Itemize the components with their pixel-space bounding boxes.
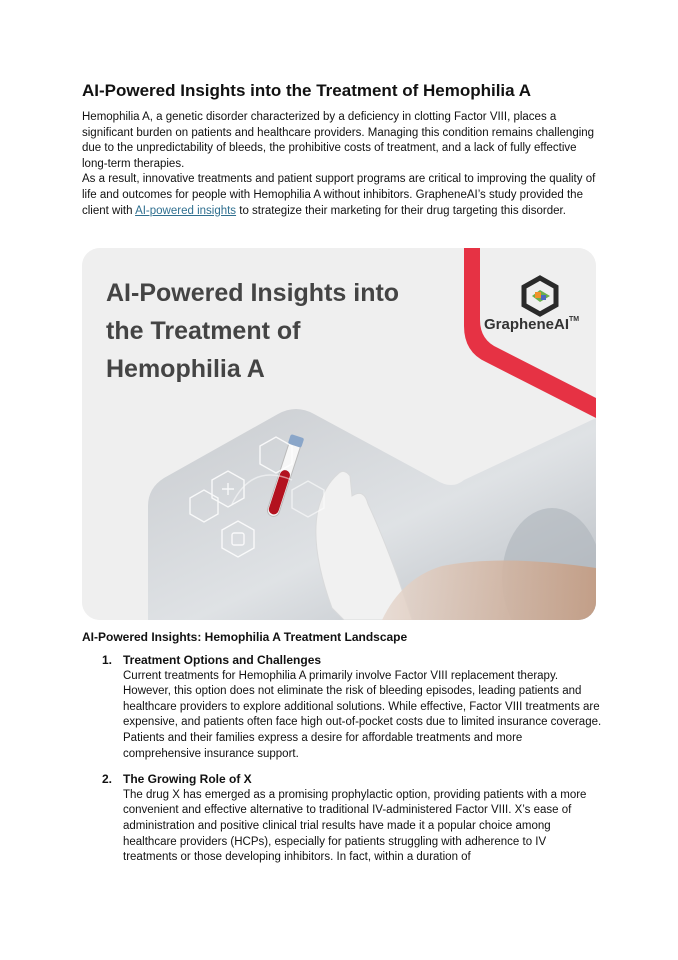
page-title: AI-Powered Insights into the Treatment of Hemophilia A xyxy=(82,81,531,100)
intro-paragraph-2 xyxy=(82,172,602,219)
hero-title-line-2: the Treatment of xyxy=(106,317,301,345)
intro-text-after-link: to strategize their marketing for their drug targeting this disorder. xyxy=(236,204,566,217)
list-item-number: 2. xyxy=(102,772,113,787)
brand-trademark: TM xyxy=(569,316,580,323)
list-item-title: Treatment Options and Challenges xyxy=(123,653,322,667)
list-item xyxy=(82,772,602,866)
list-item-text: Current treatments for Hemophilia A primarily involve Factor VIII replacement therapy. However, this option does not eliminate the risk of bleeding episodes, leading patients and healthcare providers to explore additional solutions. While effective, Factor VIII treatments are expensive, and patients often face high out-of-pocket costs due to limited insurance coverage. Patients and their families express a desire for affordable treatments and more comprehensive insurance support. xyxy=(123,669,602,760)
ai-powered-insights-link[interactable]: AI-powered insights xyxy=(135,204,237,217)
brand-logotype xyxy=(484,316,579,333)
hero-title-line-3: Hemophilia A xyxy=(106,355,265,383)
brand-name: GrapheneAI xyxy=(484,316,570,333)
intro-text-before-link: As a result, innovative treatments and patient support programs are critical to improving the quality of life and outcomes for people with Hemophilia A without inhibitors. GrapheneAI’s study provided the client with xyxy=(82,173,596,217)
list-item xyxy=(82,653,602,762)
hero-title xyxy=(106,274,466,388)
hero-image xyxy=(82,248,596,620)
intro-paragraph-1: Hemophilia A, a genetic disorder characterized by a deficiency in clotting Factor VIII, places a significant burden on patients and healthcare providers. Managing this condition remains challenging due to the unpredictability of bleeds, the prohibitive costs of treatment, and a lack of fully effective long-term therapies. xyxy=(82,111,595,170)
insights-list xyxy=(82,653,602,876)
intro xyxy=(82,110,602,219)
list-item-text: The drug X has emerged as a promising prophylactic option, providing patients with a more convenient and effective alternative to traditional IV-administered Factor VIII. X’s ease of administration and positive clinical trial results have made it a popular choice among healthcare providers (HCPs), especially for patients struggling with adherence to IV treatments or those developing inhibitors. In fact, within a duration of xyxy=(123,788,587,864)
list-item-title: The Growing Role of X xyxy=(123,772,252,787)
hero-title-line-1: AI-Powered Insights into xyxy=(106,279,400,307)
section-heading: AI-Powered Insights: Hemophilia A Treatment Landscape xyxy=(82,630,408,644)
list-item-number: 1. xyxy=(102,653,113,667)
